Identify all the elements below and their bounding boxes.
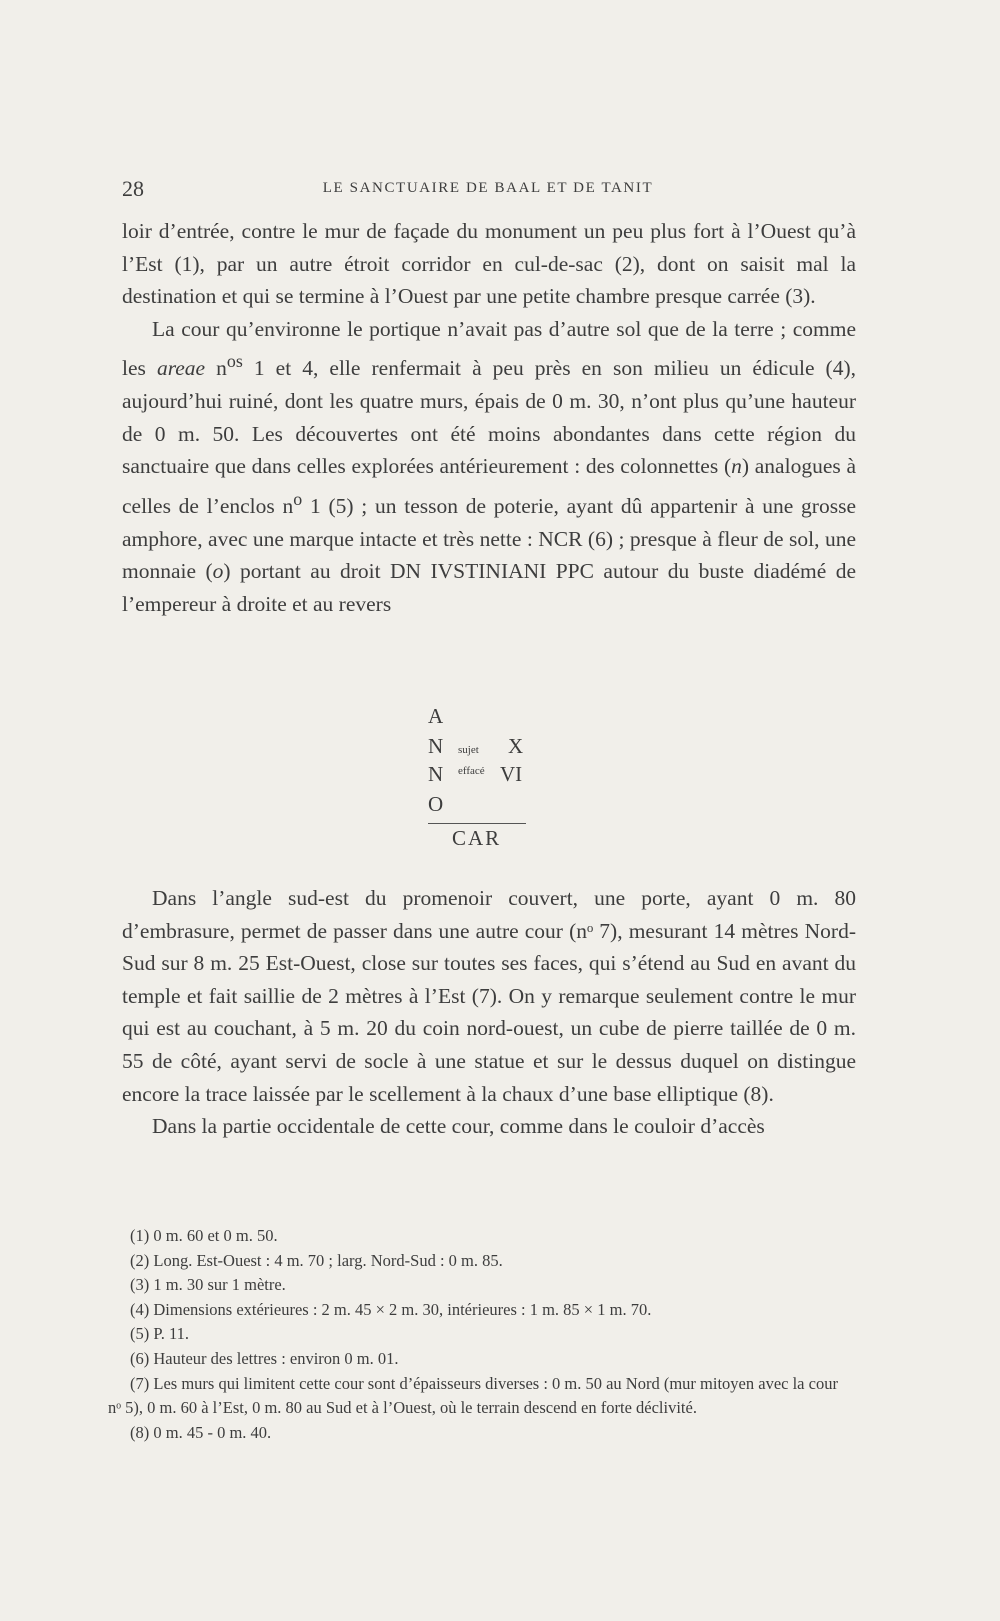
legend-efface: effacé bbox=[458, 765, 485, 777]
legend-car: CAR bbox=[452, 826, 502, 850]
main-text-lower bbox=[122, 882, 856, 1143]
text-run: ) analogues à celles de l’enclos n bbox=[122, 454, 857, 519]
legend-x: X bbox=[508, 734, 524, 758]
footnote-1: (1) 0 m. 60 et 0 m. 50. bbox=[130, 1226, 278, 1245]
text-run: 1 et 4, elle renfermait à peu près en son milieu un édicule (4), aujourd’hui ruiné, dont les quatre murs, épais de 0 m. 30, n’ont plus qu’une hauteur de 0 m. 50. Les découvertes ont été moins abondantes dans cette région du sanctuaire que dans celles explorées antérieurement : des colonnettes ( bbox=[122, 356, 856, 479]
page-header bbox=[122, 176, 854, 206]
footnote-8: (8) 0 m. 45 - 0 m. 40. bbox=[130, 1422, 272, 1442]
text-run: 1 (5) ; un tesson de poterie, ayant dû appartenir à une grosse amphore, avec une marque intacte et très nette : NCR (6) ; presque à fleur de sol, une monnaie ( bbox=[122, 494, 856, 584]
italic-ref-o: o bbox=[212, 559, 224, 584]
footnotes bbox=[108, 1224, 848, 1445]
text-run: La cour qu’environne le portique n’avait pas d’autre sol que de la terre ; comme les bbox=[122, 316, 856, 381]
legend-n2: N bbox=[428, 762, 444, 786]
text-run: ) portant au droit DN IVSTINIANI PPC autour du buste diadémé de l’empereur à droite et au revers bbox=[122, 559, 857, 616]
legend-vi: VI bbox=[500, 762, 523, 786]
footnote-4: (4) Dimensions extérieures : 2 m. 45 × 2 m. 30, intérieures : 1 m. 85 × 1 m. 70. bbox=[130, 1299, 652, 1319]
italic-ref-n: n bbox=[731, 454, 742, 479]
running-title: LE SANCTUAIRE DE BAAL ET DE TANIT bbox=[322, 180, 654, 196]
paragraph-1: loir d’entrée, contre le mur de façade du monument un peu plus fort à l’Ouest qu’à l’Est (1), par un autre étroit corridor en cul-de-sac (2), dont on saisit mal la destination et qui se termine à l’Ouest par une petite chambre presque carrée (3). bbox=[122, 219, 856, 309]
text-run: n bbox=[205, 356, 227, 381]
footnote-2: (2) Long. Est-Ouest : 4 m. 70 ; larg. Nord-Sud : 0 m. 85. bbox=[130, 1250, 503, 1270]
paragraph-2 bbox=[122, 313, 856, 621]
footnote-7: (7) Les murs qui limitent cette cour sont d’épaisseurs diverses : 0 m. 50 au Nord (mur mitoyen avec la cour nᵒ 5), 0 m. 60 à l’Est, 0 m. 80 au Sud et à l’Ouest, où le terrain descend en forte déclivité. bbox=[108, 1373, 838, 1418]
footnote-6: (6) Hauteur des lettres : environ 0 m. 01. bbox=[130, 1348, 399, 1368]
italic-areae: areae bbox=[156, 356, 206, 381]
footnote-3: (3) 1 m. 30 sur 1 mètre. bbox=[130, 1275, 286, 1295]
legend-sujet: sujet bbox=[458, 744, 479, 756]
page-number: 28 bbox=[122, 176, 144, 201]
main-text-upper bbox=[122, 215, 856, 620]
paragraph-3: Dans l’angle sud-est du promenoir couvert, une porte, ayant 0 m. 80 d’embrasure, permet de passer dans une autre cour (nᵒ 7), mesurant 14 mètres Nord-Sud sur 8 m. 25 Est-Ouest, close sur toutes ses faces, qui s’étend au Sud en avant du temple et fait saillie de 2 mètres à l’Est (7). On y remarque seulement contre le mur qui est au couchant, à 5 m. 20 du coin nord-ouest, un cube de pierre taillée de 0 m. 55 de côté, ayant servi de socle à une statue et sur le dessus duquel on distingue encore la trace laissée par le scellement à la chaux d’une base elliptique (8). bbox=[122, 886, 856, 1106]
exergue-line bbox=[428, 823, 526, 824]
footnote-5: (5) P. 11. bbox=[130, 1324, 189, 1344]
legend-a: A bbox=[428, 704, 444, 728]
paragraph-4: Dans la partie occidentale de cette cour, comme dans le couloir d’accès bbox=[152, 1114, 765, 1139]
coin-reverse-legend bbox=[428, 704, 528, 854]
legend-n1: N bbox=[428, 734, 444, 758]
superscript: o bbox=[293, 488, 303, 509]
superscript: os bbox=[226, 351, 243, 372]
legend-o: O bbox=[428, 792, 444, 816]
